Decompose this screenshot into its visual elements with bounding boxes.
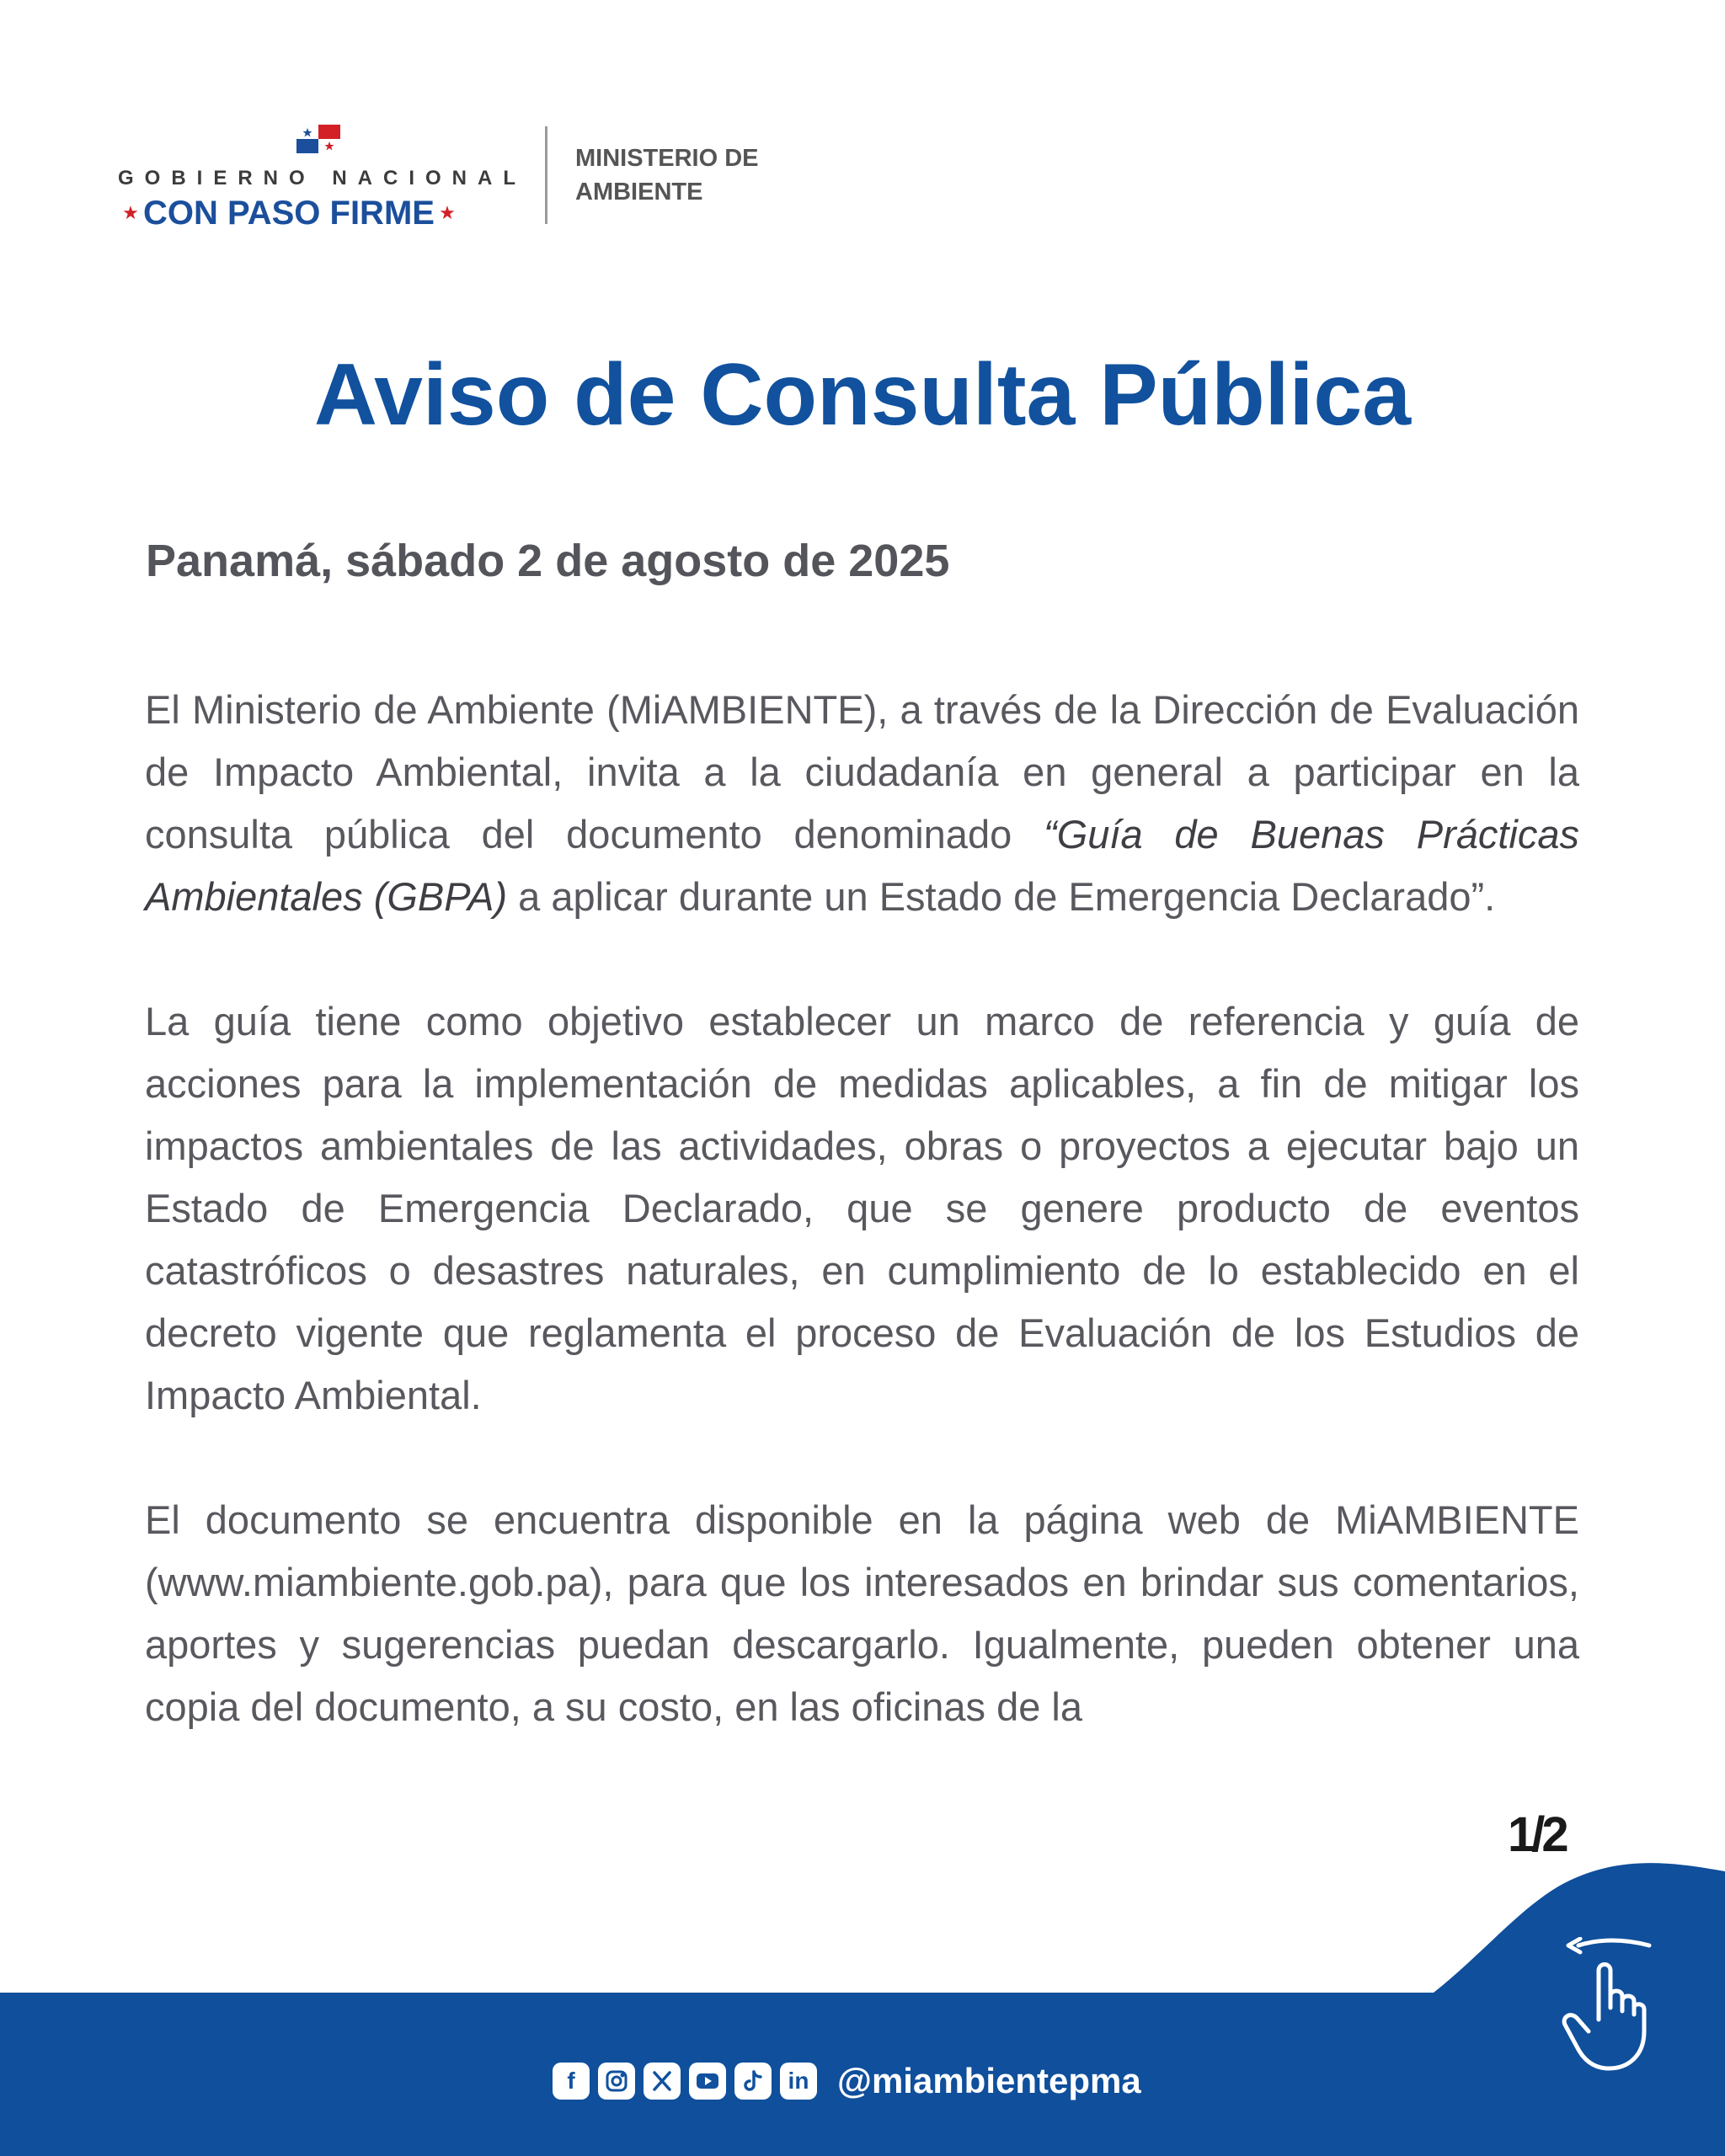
slogan xyxy=(118,192,522,234)
facebook-icon[interactable]: f xyxy=(553,2063,590,2100)
red-star-icon: ★ xyxy=(122,202,139,223)
government-label: GOBIERNO NACIONAL xyxy=(118,167,526,189)
paragraph-1-end: a aplicar durante un Estado de Emergencia Declarado”. xyxy=(507,874,1496,919)
footer-wave xyxy=(0,1853,1725,2156)
ministry-line-2: AMBIENTE xyxy=(575,179,703,205)
red-star-icon: ★ xyxy=(439,202,456,223)
instagram-icon[interactable] xyxy=(598,2063,635,2100)
ministry-line-1: MINISTERIO DE xyxy=(575,145,759,172)
page-indicator: 1/2 xyxy=(1508,1807,1566,1862)
page-title: Aviso de Consulta Pública xyxy=(313,346,1412,444)
swipe-hand-icon[interactable] xyxy=(1557,1937,1659,2072)
document-name-quote: “Guía de Buenas Prácticas Ambientales (GBPA) xyxy=(145,812,1579,919)
linkedin-icon[interactable]: in xyxy=(780,2063,817,2100)
panama-flag-icon xyxy=(296,125,340,153)
x-icon[interactable] xyxy=(644,2063,681,2100)
youtube-icon[interactable] xyxy=(689,2063,726,2100)
paragraph-2: La guía tiene como objetivo establecer un marco de referencia y guía de acciones para la implementación de medidas aplicables, a fin de mitigar los impactos ambientales de las actividades, obras o proyectos a ejecutar bajo un Estado de Emergencia Declarado, que se genere producto de eventos catastróficos o desastres naturales, en cumplimiento de lo establecido en el decreto vigente que reglamenta el proceso de Evaluación de los Estudios de Impacto Ambiental. xyxy=(145,999,1579,1417)
header-divider xyxy=(545,126,547,224)
header xyxy=(118,125,809,234)
paragraph-1 xyxy=(145,679,1579,928)
date-line: Panamá, sábado 2 de agosto de 2025 xyxy=(146,536,950,586)
paragraph-1-start: El Ministerio de Ambiente (MiAMBIENTE), a través de la Dirección de Evaluación de Impacto Ambiental, invita a la ciudadanía en general a participar en la consulta pública del documento denominado xyxy=(145,687,1579,857)
body-text xyxy=(145,679,1579,1738)
slogan-text: CON PASO FIRME xyxy=(143,194,435,232)
tiktok-icon[interactable] xyxy=(734,2063,772,2100)
paragraph-3: El documento se encuentra disponible en la página web de MiAMBIENTE (www.miambiente.gob.pa), para que los interesados en brindar sus comentarios, aportes y sugerencias puedan descargarlo. Igualmente, pueden obtener una copia del documento, a su costo, en las oficinas de la xyxy=(145,1497,1579,1729)
social-handle[interactable]: @miambientepma xyxy=(837,2061,1141,2100)
ministry-name xyxy=(575,141,759,209)
social-bar xyxy=(553,2057,1141,2105)
